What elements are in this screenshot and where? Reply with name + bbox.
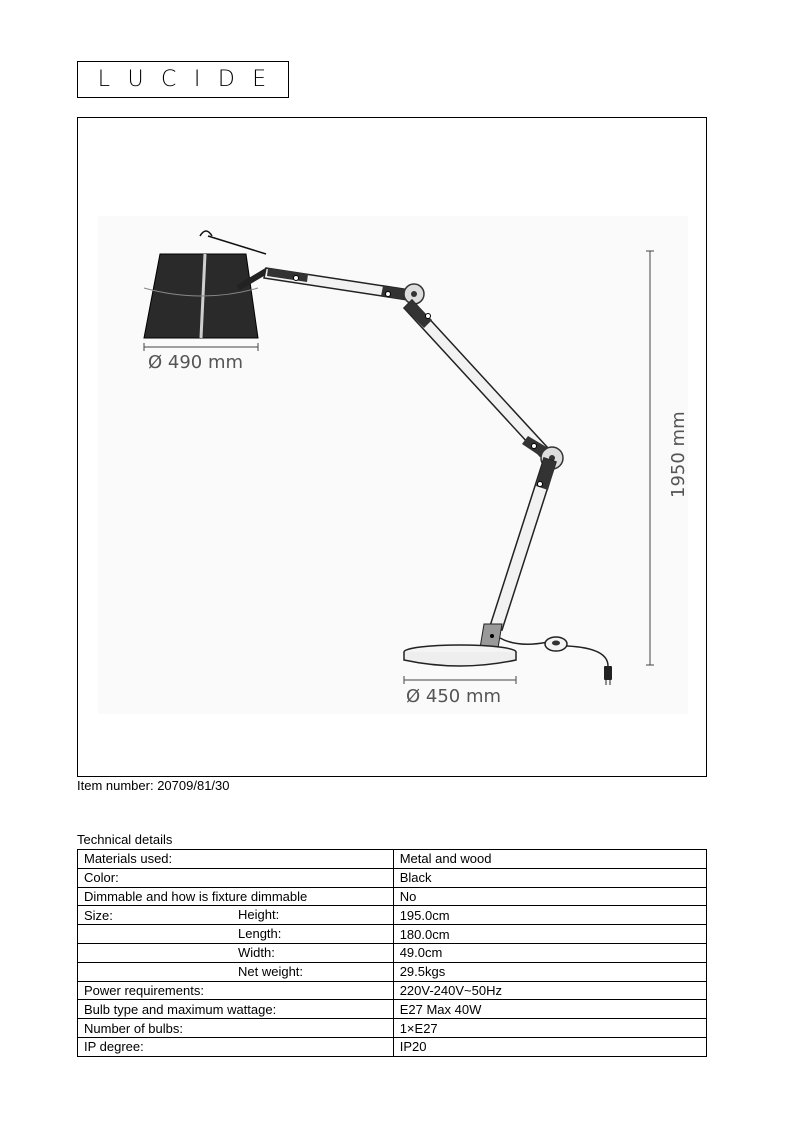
table-row	[78, 868, 707, 887]
spec-label: Color:	[84, 870, 119, 886]
spec-value: 195.0cm	[393, 906, 706, 925]
spec-label: Materials used:	[84, 851, 173, 867]
table-row	[78, 981, 707, 1000]
spec-sublabel: Net weight:	[238, 963, 304, 979]
table-row	[78, 1000, 707, 1019]
table-row	[78, 1019, 707, 1038]
technical-details-title: Technical details	[77, 832, 173, 847]
logo-letter: U	[127, 67, 146, 92]
spec-sublabel: Width:	[238, 944, 275, 960]
lamp-technical-drawing	[78, 118, 706, 776]
shade-diameter-label: Ø 490 mm	[148, 352, 244, 373]
spec-value: Metal and wood	[393, 850, 706, 869]
logo-letter: C	[161, 67, 179, 92]
technical-details-table	[77, 849, 707, 1057]
product-drawing-frame	[77, 117, 707, 777]
table-row	[78, 925, 707, 944]
logo-letter: E	[252, 67, 269, 92]
spec-label: Dimmable and how is fixture dimmable	[84, 888, 308, 904]
table-row	[78, 962, 707, 981]
spec-label: Power requirements:	[84, 982, 204, 998]
spec-label: IP degree:	[84, 1039, 144, 1055]
spec-value: Black	[393, 868, 706, 887]
logo-letter: L	[97, 67, 112, 92]
spec-value: 49.0cm	[393, 943, 706, 962]
spec-label: Bulb type and maximum wattage:	[84, 1001, 277, 1017]
spec-value: 220V-240V~50Hz	[393, 981, 706, 1000]
spec-value: 180.0cm	[393, 925, 706, 944]
table-row	[78, 887, 707, 906]
height-label: 1950 mm	[668, 411, 689, 498]
spec-value: E27 Max 40W	[393, 1000, 706, 1019]
base-diameter-label: Ø 450 mm	[406, 686, 502, 707]
spec-value: 29.5kgs	[393, 962, 706, 981]
spec-label: Number of bulbs:	[84, 1020, 183, 1036]
spec-value: IP20	[393, 1037, 706, 1056]
logo-letter: I	[193, 67, 203, 92]
table-row	[78, 943, 707, 962]
table-row	[78, 1037, 707, 1056]
logo-letter: D	[217, 67, 237, 92]
item-number: Item number: 20709/81/30	[77, 778, 230, 793]
spec-sublabel: Height:	[238, 907, 280, 923]
table-row	[78, 850, 707, 869]
spec-value: 1×E27	[393, 1019, 706, 1038]
spec-value: No	[393, 887, 706, 906]
spec-label: Size:	[84, 907, 113, 923]
lamp-base	[404, 645, 516, 666]
brand-logo	[77, 61, 289, 98]
spec-sublabel: Length:	[238, 926, 282, 942]
table-row	[78, 906, 707, 925]
